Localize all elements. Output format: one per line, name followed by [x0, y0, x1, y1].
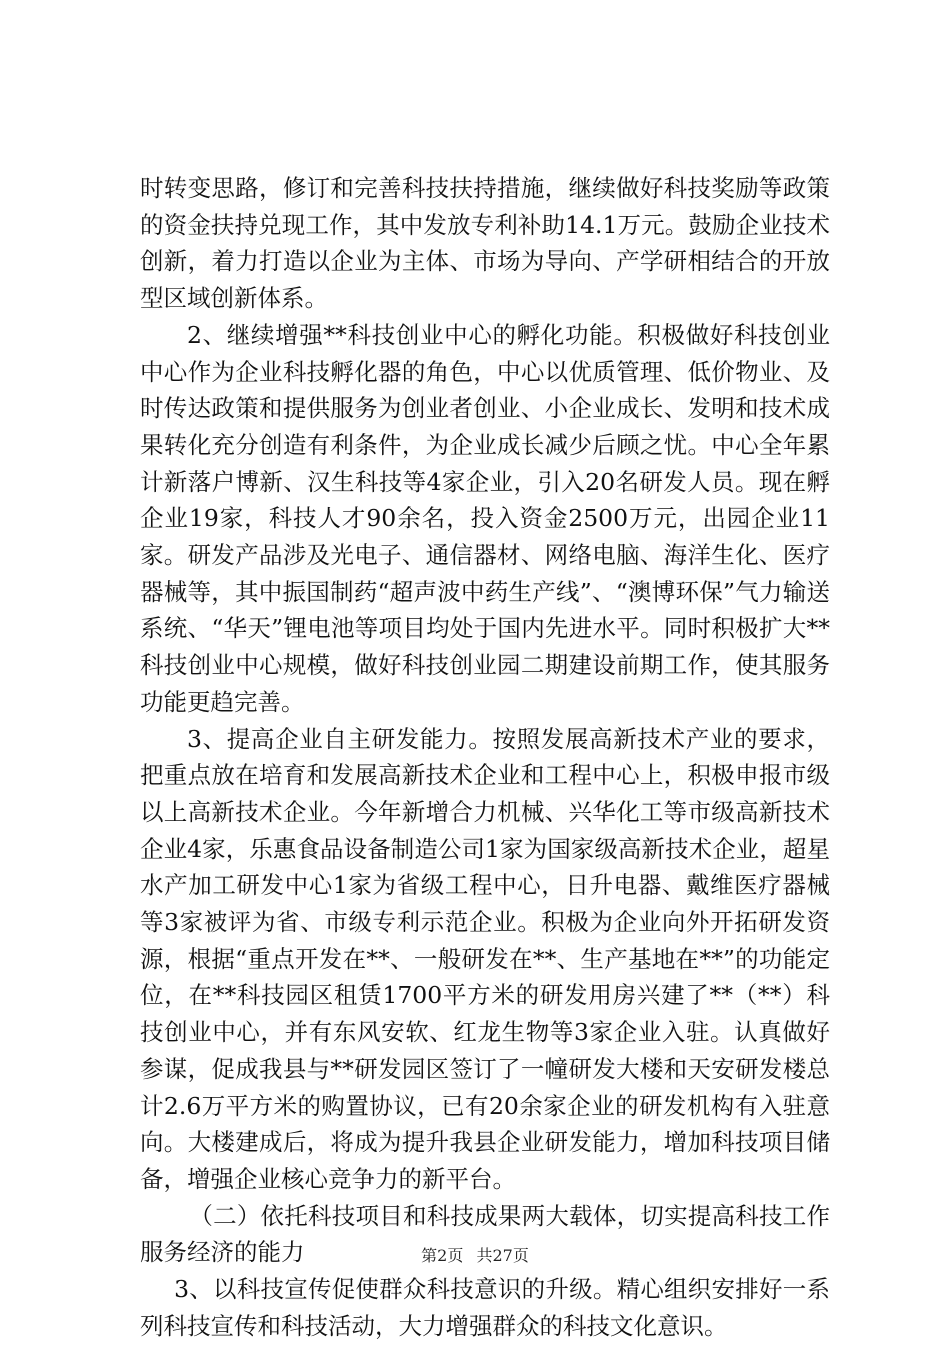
- paragraph-publicity: 3、以科技宣传促使群众科技意识的升级。精心组织安排好一系列科技宣传和科技活动，大力增强群众的科技文化意识。: [140, 1275, 830, 1340]
- paragraph-continuation: 时转变思路，修订和完善科技扶持措施，继续做好科技奖励等政策的资金扶持兑现工作，其中发放专利补助14.1万元。鼓励企业技术创新，着力打造以企业为主体、市场为导向、产学研相结合的开放型区域创新体系。: [140, 174, 830, 313]
- page-number: 第2页: [421, 1246, 464, 1265]
- page-total: 共27页: [476, 1246, 529, 1265]
- page-footer: [0, 1243, 950, 1266]
- document-body: [140, 170, 830, 1345]
- paragraph-incubation-center: 2、继续增强**科技创业中心的孵化功能。积极做好科技创业中心作为企业科技孵化器的角色，中心以优质管理、低价物业、及时传达政策和提供服务为创业者创业、小企业成长、发明和技术成果转化充分创造有利条件，为企业成长减少后顾之忧。中心全年累计新落户博新、汉生科技等4家企业，引入20名研发人员。现在孵企业19家，科技人才90余名，投入资金2500万元，出园企业11家。研发产品涉及光电子、通信器材、网络电脑、海洋生化、医疗器械等，其中振国制药“超声波中药生产线”、“澳博环保”气力输送系统、“华天”锂电池等项目均处于国内先进水平。同时积极扩大**科技创业中心规模，做好科技创业园二期建设前期工作，使其服务功能更趋完善。: [140, 320, 830, 716]
- paragraph-rd-capability: 3、提高企业自主研发能力。按照发展高新技术产业的要求，把重点放在培育和发展高新技术企业和工程中心上，积极申报市级以上高新技术企业。今年新增合力机械、兴华化工等市级高新技术企业4家，乐惠食品设备制造公司1家为国家级高新技术企业，超星水产加工研发中心1家为省级工程中心，日升电器、戴维医疗器械等3家被评为省、市级专利示范企业。积极为企业向外开拓研发资源，根据“重点开发在**、一般研发在**、生产基地在**”的功能定位，在**科技园区租赁1700平方米的研发用房兴建了**（**）科技创业中心，并有东风安软、红龙生物等3家企业入驻。认真做好参谋，促成我县与**研发园区签订了一幢研发大楼和天安研发楼总计2.6万平方米的购置协议，已有20余家企业的研发机构有入驻意向。大楼建成后，将成为提升我县企业研发能力，增加科技项目储备，增强企业核心竞争力的新平台。: [140, 724, 830, 1193]
- section-heading-two: （二）依托科技项目和科技成果两大载体，切实提高科技工作服务经济的能力: [140, 1201, 830, 1267]
